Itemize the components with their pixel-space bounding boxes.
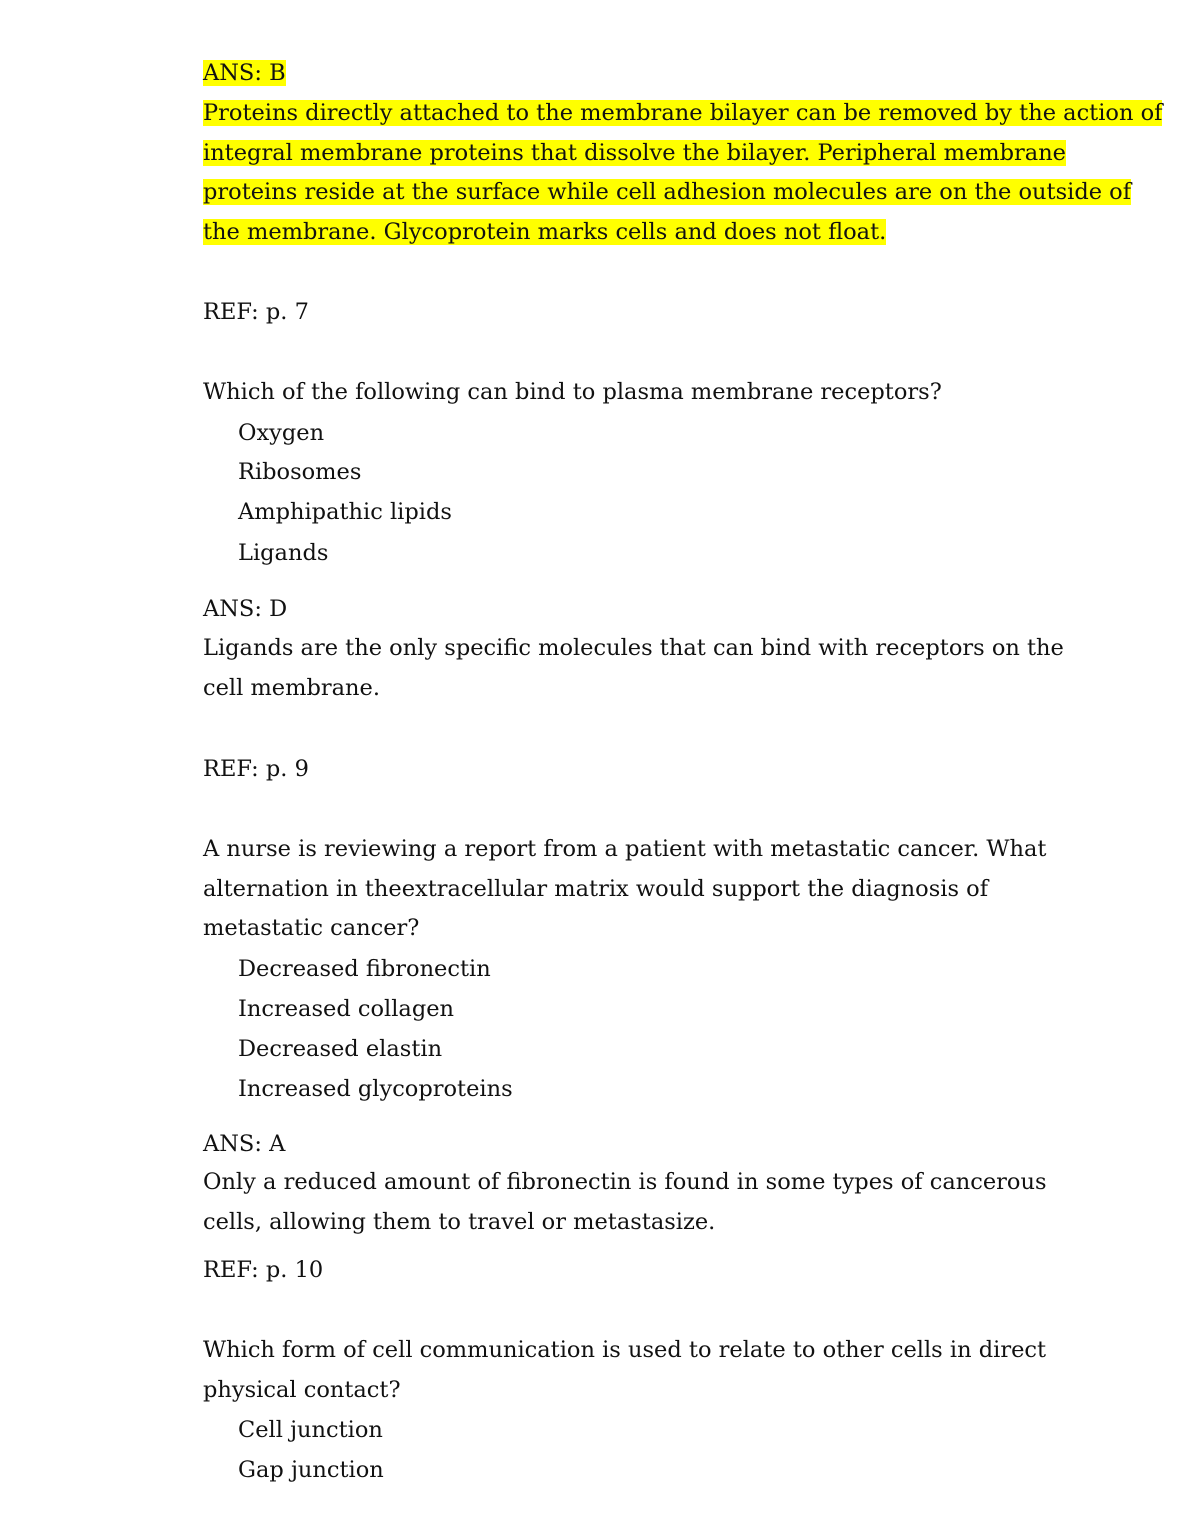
answer-option: Ribosomes: [238, 459, 362, 485]
reference: REF: p. 9: [203, 756, 309, 782]
answer-explanation-line: integral membrane proteins that dissolve the bilayer. Peripheral membrane: [203, 140, 1066, 166]
answer-option: Gap junction: [238, 1457, 384, 1483]
answer-explanation-line: proteins reside at the surface while cell adhesion molecules are on the outside of: [203, 179, 1132, 205]
reference: REF: p. 7: [203, 299, 309, 325]
question-text: Which form of cell communication is used to relate to other cells in direct: [203, 1337, 1047, 1363]
answer-option: Decreased fibronectin: [238, 956, 491, 982]
answer-option: Cell junction: [238, 1417, 383, 1443]
answer-option: Decreased elastin: [238, 1036, 443, 1062]
answer-option: Increased glycoproteins: [238, 1076, 513, 1102]
answer-key: ANS: B: [203, 60, 286, 86]
answer-explanation-line: Proteins directly attached to the membrane bilayer can be removed by the action of: [203, 100, 1163, 126]
answer-explanation-line: the membrane. Glycoprotein marks cells and does not float.: [203, 219, 887, 245]
answer-explanation-line: cell membrane.: [203, 675, 380, 701]
question-text: A nurse is reviewing a report from a patient with metastatic cancer. What: [203, 836, 1047, 862]
question-text: alternation in theextracellular matrix would support the diagnosis of: [203, 876, 989, 902]
answer-option: Amphipathic lipids: [238, 499, 452, 525]
answer-option: Increased collagen: [238, 996, 455, 1022]
question-text: metastatic cancer?: [203, 915, 420, 941]
answer-explanation-line: cells, allowing them to travel or metastasize.: [203, 1209, 716, 1235]
answer-option: Oxygen: [238, 420, 325, 446]
answer-explanation-line: Only a reduced amount of fibronectin is found in some types of cancerous: [203, 1169, 1047, 1195]
answer-key: ANS: D: [203, 596, 288, 622]
question-text: physical contact?: [203, 1377, 401, 1403]
answer-option: Ligands: [238, 540, 329, 566]
question-text: Which of the following can bind to plasma membrane receptors?: [203, 379, 942, 405]
answer-explanation-line: Ligands are the only specific molecules that can bind with receptors on the: [203, 635, 1064, 661]
answer-key: ANS: A: [203, 1131, 286, 1157]
reference: REF: p. 10: [203, 1257, 324, 1283]
